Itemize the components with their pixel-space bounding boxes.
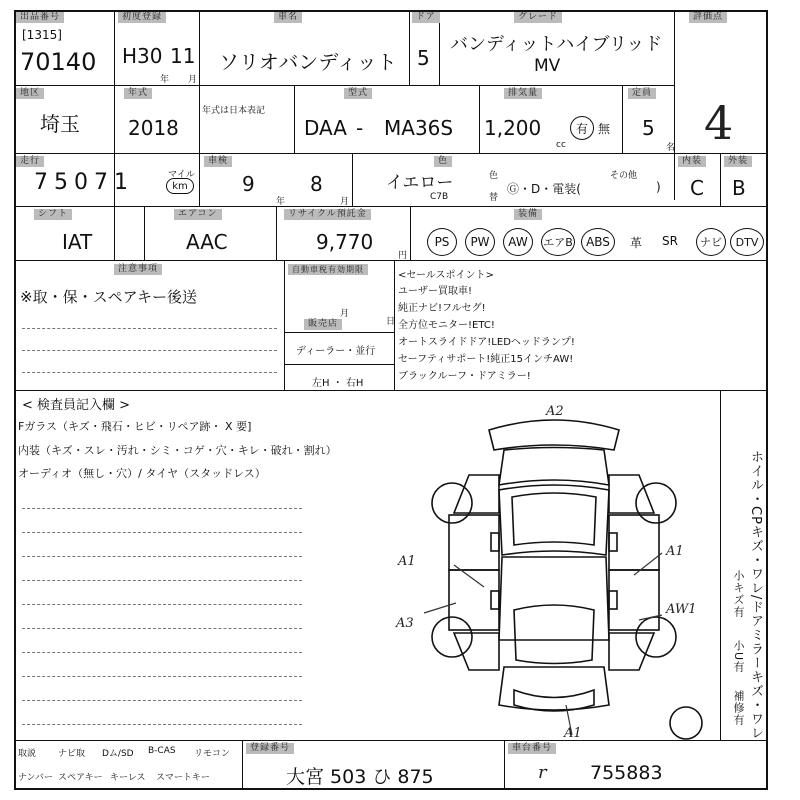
sales-point-2: 純正ナビ!フルセグ! — [398, 303, 486, 314]
equip-sr: SR — [662, 234, 678, 248]
color-name: イエロー — [386, 173, 454, 193]
turbo-no: 無 — [598, 122, 611, 136]
roof-outline — [512, 493, 596, 545]
recycle-amount: 9,770 — [316, 230, 374, 254]
footer-check-smart-key: スマートキー — [156, 773, 210, 783]
header-inspection: 車検 — [204, 156, 232, 167]
header-aircon: エアコン — [174, 209, 222, 220]
mark-a1-left: A1 — [398, 554, 416, 569]
header-exterior: 外装 — [724, 156, 752, 167]
header-model: 型式 — [344, 88, 372, 99]
header-interior: 内装 — [678, 156, 706, 167]
header-first-reg: 初度登録 — [118, 12, 166, 23]
shaken-month: 9 — [242, 172, 255, 196]
shaken-month-unit: 月 — [340, 197, 350, 207]
eval-score: 4 — [704, 96, 734, 150]
equip-ps: PS — [427, 228, 457, 256]
chassis-number: 755883 — [590, 762, 663, 784]
steering: 左H ・ 右H — [312, 378, 364, 389]
recycle-unit: 円 — [398, 251, 408, 261]
right-rear-wheel — [636, 617, 676, 657]
side-label-repair: 補修有 — [732, 690, 745, 726]
header-lot-no: 出品番号 — [16, 12, 64, 23]
tax-day-label: 日 — [386, 317, 396, 327]
header-color: 色 — [434, 156, 452, 167]
mark-leader-a1-left — [454, 565, 484, 587]
header-car-name: 車名 — [274, 12, 302, 23]
exterior-grade: B — [732, 176, 746, 200]
color-label-bottom: 替 — [489, 193, 499, 203]
dealer-type: ディーラー・並行 — [296, 346, 376, 357]
left-rear-quarter — [454, 633, 499, 670]
header-grade: グレード — [514, 12, 562, 23]
mission: IAT — [62, 230, 93, 254]
chassis-mark: r — [538, 762, 547, 783]
first-reg-era: H30 — [122, 44, 163, 68]
header-mission: シフト — [34, 209, 72, 220]
header-region: 地区 — [16, 88, 44, 99]
mark-leader-a3 — [424, 603, 456, 613]
left-mirror — [491, 533, 499, 551]
right-rear-handle — [609, 591, 617, 609]
model-prefix: DAA — [304, 116, 347, 140]
lot-number: 70140 — [20, 48, 97, 76]
header-tax: 自動車税有効期限 — [288, 264, 368, 275]
region: 埼玉 — [40, 112, 80, 136]
inspector-line-glass: Fガラス（キズ・飛石・ヒビ・リペア跡・ X 要] — [18, 420, 252, 433]
rear-bumper-outline — [514, 690, 594, 711]
header-displacement: 排気量 — [504, 88, 542, 99]
sales-point-4: オートスライドドア!LEDヘッドランプ! — [398, 337, 575, 348]
registration-number: 大宮 503 ひ 875 — [286, 766, 434, 788]
mark-a1-right: A1 — [666, 544, 684, 559]
footer-check-spare-key: スペアキー — [58, 773, 103, 783]
header-seats: 定員 — [628, 88, 656, 99]
equip-dtv: DTV — [730, 228, 764, 256]
header-model-year: 年式 — [124, 88, 152, 99]
equip-airbag: エアB — [541, 228, 575, 256]
side-label-wheel: ホイル・CPキズ・ワレ/ドアミラーキズ・ワレ — [748, 450, 763, 741]
equip-navi: ナビ — [696, 228, 726, 256]
turbo-yes-circle: 有 — [570, 116, 594, 140]
color-options: Ⓖ・D・電装( — [507, 182, 581, 196]
inspector-header: < 検査員記入欄 > — [22, 398, 131, 413]
car-name: ソリオバンディット — [219, 50, 397, 74]
hood-outline — [499, 448, 609, 486]
mark-aw1: AW1 — [666, 602, 697, 617]
header-chassis: 車台番号 — [508, 743, 556, 754]
equip-abs: ABS — [581, 228, 615, 256]
grade-line1: バンディットハイブリッド — [450, 34, 663, 55]
equip-aw: AW — [503, 228, 533, 256]
inspector-line-audio: オーディオ（無し・穴）/ タイヤ（スタッドレス） — [18, 467, 266, 480]
mark-a1-rear: A1 — [564, 726, 582, 741]
interior-grade: C — [690, 176, 704, 200]
header-equipment: 装備 — [514, 209, 542, 220]
inspector-line-interior: 内装（キズ・スレ・汚れ・シミ・コゲ・穴・キレ・破れ・割れ） — [18, 444, 337, 457]
rear-window-outline — [514, 605, 594, 664]
seats-unit: 名 — [666, 143, 676, 153]
dealer-label: 販売店 — [304, 319, 342, 330]
header-recycle: リサイクル預託金 — [284, 209, 371, 220]
right-front-fender — [609, 475, 654, 513]
left-rear-wheel — [432, 617, 472, 657]
footer-check-keyless: キーレス — [110, 773, 146, 783]
header-notes: 注意事項 — [114, 264, 162, 275]
mark-a3: A3 — [396, 616, 414, 631]
lot-code: [1315] — [22, 28, 62, 42]
equip-leather: 革 — [630, 236, 643, 250]
shaken-year-unit: 年 — [276, 197, 286, 207]
footer-check-manual: 取説 — [18, 749, 37, 759]
header-eval: 評価点 — [689, 12, 727, 23]
displacement-unit: cc — [556, 140, 566, 150]
car-damage-diagram — [394, 405, 714, 740]
mark-leader-a1-right — [634, 553, 662, 575]
left-rear-handle — [491, 591, 499, 609]
right-mirror — [609, 533, 617, 551]
side-label-small-scratch: 小キズ有 — [732, 570, 745, 618]
mileage-unit-top: マイル — [168, 170, 195, 180]
auction-sheet — [14, 10, 768, 790]
right-rear-quarter — [609, 633, 654, 670]
rear-hatch-outline — [499, 667, 609, 710]
shaken-day: 8 — [310, 172, 323, 196]
grade-line2: MV — [534, 56, 561, 76]
front-bumper-outline — [489, 420, 619, 450]
right-front-wheel — [636, 483, 676, 523]
first-reg-month: 11 — [170, 44, 196, 68]
side-label-small-dent: 小U有 — [732, 640, 745, 674]
header-doors: ドア — [412, 12, 440, 23]
displacement: 1,200 — [484, 116, 542, 140]
sales-point-1: ユーザー買取車! — [398, 286, 473, 297]
sales-point-3: 全方位モニター!ETC! — [398, 320, 495, 331]
sales-point-5: セーフティサポート!純正15インチAW! — [398, 354, 574, 365]
aircon: AAC — [186, 230, 228, 254]
left-front-wheel — [432, 483, 472, 523]
model-code: MA36S — [384, 116, 454, 140]
doors: 5 — [417, 46, 430, 70]
model-dash: - — [356, 116, 364, 140]
color-other: その他 — [610, 171, 638, 181]
first-reg-year-unit: 年 — [160, 75, 170, 85]
mileage-digits: 75071 — [34, 170, 134, 195]
color-code: C7B — [430, 192, 449, 202]
model-year-note: 年式は日本表記 — [202, 106, 266, 116]
footer-check-plate: ナンバー — [18, 773, 53, 783]
left-front-fender — [454, 475, 499, 513]
first-reg-month-unit: 月 — [188, 75, 198, 85]
seats: 5 — [642, 116, 655, 140]
footer-check-remote: リモコン — [194, 749, 231, 759]
mileage-km-circle: km — [166, 178, 194, 194]
header-registration: 登録番号 — [246, 743, 294, 754]
footer-check-sd: Dム/SD — [102, 749, 134, 759]
color-label-top: 色 — [489, 171, 499, 181]
model-year: 2018 — [128, 116, 179, 140]
sales-point-6: ブラックルーフ・ドアミラー! — [398, 371, 531, 382]
mark-a2: A2 — [546, 404, 564, 419]
color-close: ) — [656, 180, 661, 194]
equip-pw: PW — [465, 228, 495, 256]
footer-check-bcas: B-CAS — [148, 746, 176, 756]
notes-text: ※取・保・スペアキー後送 — [20, 288, 197, 306]
spare-wheel — [670, 707, 702, 739]
footer-check-navi: ナビ取 — [58, 749, 86, 759]
sales-points-header: <セールスポイント> — [398, 270, 494, 281]
tax-month-label: 月 — [340, 309, 350, 319]
header-mileage: 走行 — [16, 156, 44, 167]
